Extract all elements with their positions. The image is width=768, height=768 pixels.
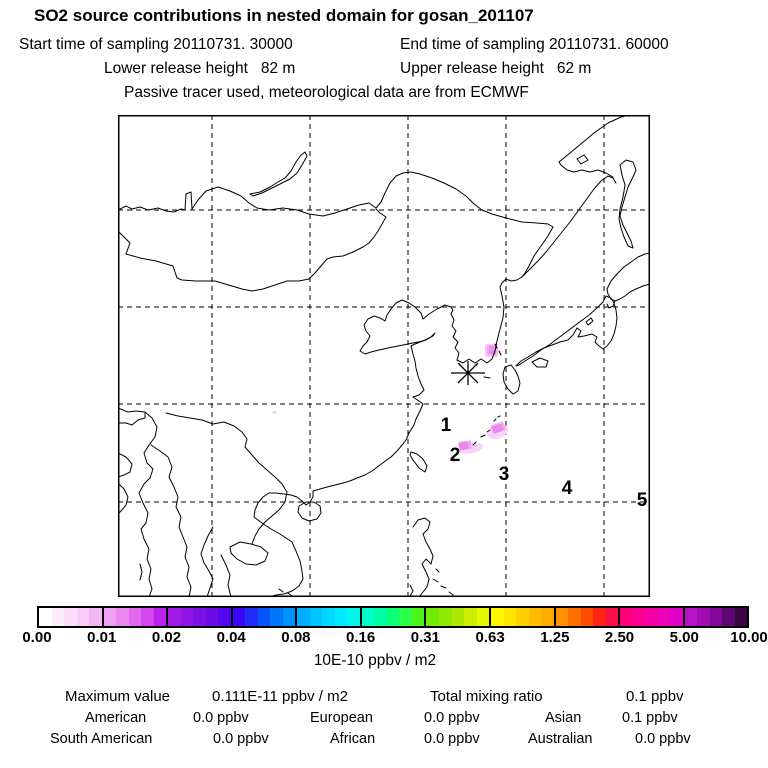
region-label-american: American bbox=[85, 710, 147, 726]
colorbar-cell bbox=[541, 608, 554, 626]
colorbar-cell bbox=[606, 608, 619, 626]
colorbar-cell bbox=[52, 608, 65, 626]
colorbar-cell bbox=[412, 608, 425, 626]
colorbar-cell bbox=[360, 608, 375, 626]
colorbar-tick: 0.31 bbox=[410, 629, 440, 646]
island-shikoku bbox=[532, 358, 548, 367]
colorbar-cell bbox=[206, 608, 219, 626]
colorbar-cell bbox=[270, 608, 283, 626]
colorbar-cell bbox=[735, 608, 748, 626]
colorbar-cell bbox=[181, 608, 194, 626]
borders-himalaya bbox=[118, 408, 145, 425]
region-label-south-american: South American bbox=[50, 731, 153, 747]
colorbar-cell bbox=[347, 608, 360, 626]
colorbar-cell bbox=[529, 608, 542, 626]
upper-release-label: Upper release height 62 m bbox=[400, 60, 592, 77]
colorbar-cell bbox=[424, 608, 439, 626]
coast-primorye bbox=[522, 176, 616, 277]
gosan-site-marker bbox=[451, 361, 485, 385]
colorbar-cell bbox=[193, 608, 206, 626]
total-ratio-value: 0.1 ppbv bbox=[626, 688, 684, 705]
trajectory-label-4: 4 bbox=[561, 478, 573, 499]
islands-philippines bbox=[410, 518, 453, 597]
colorbar-cell bbox=[295, 608, 310, 626]
colorbar-cell bbox=[231, 608, 246, 626]
region-label-african: African bbox=[330, 731, 376, 747]
trajectory-label-1: 1 bbox=[440, 415, 452, 436]
colorbar-unit-label: 10E-10 ppbv / m2 bbox=[313, 652, 437, 669]
island-taiwan bbox=[410, 452, 427, 472]
colorbar-cell bbox=[710, 608, 723, 626]
colorbar-cell bbox=[218, 608, 231, 626]
colorbar-tick: 5.00 bbox=[669, 629, 699, 646]
border-mongolia bbox=[118, 209, 386, 291]
colorbar-cell bbox=[683, 608, 698, 626]
region-value-african: 0.0 ppbv bbox=[424, 731, 480, 747]
colorbar-cell bbox=[658, 608, 671, 626]
colorbar-cell bbox=[568, 608, 581, 626]
plume-patch bbox=[272, 411, 277, 414]
colorbar-cell bbox=[322, 608, 335, 626]
colorbar-tick: 0.63 bbox=[475, 629, 505, 646]
colorbar-cell bbox=[504, 608, 517, 626]
colorbar-cell bbox=[645, 608, 658, 626]
colorbar-cell bbox=[516, 608, 529, 626]
lake-baikal bbox=[250, 152, 307, 196]
coast-bangladesh bbox=[118, 453, 132, 514]
colorbar-cell bbox=[477, 608, 490, 626]
colorbar-cell bbox=[374, 608, 387, 626]
colorbar-cell bbox=[166, 608, 181, 626]
colorbar-tick: 1.25 bbox=[540, 629, 570, 646]
lower-release-label: Lower release height 82 m bbox=[104, 60, 296, 77]
max-value-label: Maximum value bbox=[65, 688, 171, 705]
coastline-layer bbox=[118, 115, 650, 597]
trajectory-label-layer bbox=[441, 415, 648, 511]
map-border bbox=[119, 116, 650, 597]
plume-patch-layer bbox=[272, 344, 511, 455]
colorbar-cell bbox=[102, 608, 117, 626]
colorbar-tick: 0.16 bbox=[346, 629, 376, 646]
colorbar-tick: 0.04 bbox=[216, 629, 246, 646]
colorbar-cell bbox=[489, 608, 504, 626]
trajectory-label-3: 3 bbox=[498, 464, 510, 485]
border-thailand bbox=[151, 445, 191, 597]
colorbar-cell bbox=[633, 608, 646, 626]
colorbar-tick: 10.00 bbox=[730, 629, 768, 646]
end-time-label: End time of sampling 20110731. 60000 bbox=[400, 36, 669, 53]
colorbar-tick: 0.08 bbox=[281, 629, 311, 646]
colorbar-cell bbox=[258, 608, 271, 626]
region-value-european: 0.0 ppbv bbox=[424, 710, 480, 726]
colorbar-cell bbox=[39, 608, 52, 626]
border-cambodia bbox=[230, 542, 268, 565]
island-sakhalin bbox=[619, 160, 636, 248]
colorbar-cell bbox=[335, 608, 348, 626]
region-label-australian: Australian bbox=[528, 731, 593, 747]
colorbar-tick: 0.00 bbox=[22, 629, 52, 646]
colorbar-cell bbox=[64, 608, 77, 626]
colorbar-cell bbox=[154, 608, 167, 626]
page-title: SO2 source contributions in nested domain for gosan_201107 bbox=[34, 6, 534, 25]
region-label-asian: Asian bbox=[545, 710, 582, 726]
colorbar-tick: 0.01 bbox=[87, 629, 117, 646]
colorbar-cell bbox=[283, 608, 296, 626]
region-value-asian: 0.1 ppbv bbox=[622, 710, 678, 726]
map-svg bbox=[118, 115, 650, 597]
islands-andaman bbox=[140, 564, 292, 596]
trajectory-label-2: 2 bbox=[449, 445, 461, 466]
colorbar-cell bbox=[129, 608, 142, 626]
coast-okhotsk bbox=[559, 115, 630, 177]
colorbar-cell bbox=[697, 608, 710, 626]
graticule bbox=[118, 115, 650, 597]
total-ratio-label: Total mixing ratio bbox=[430, 688, 543, 705]
region-value-south-american: 0.0 ppbv bbox=[213, 731, 269, 747]
colorbar-tick: 2.50 bbox=[604, 629, 635, 646]
coast-russia-china-border bbox=[118, 172, 553, 597]
colorbar-cell bbox=[581, 608, 594, 626]
region-value-australian: 0.0 ppbv bbox=[635, 731, 691, 747]
colorbar-cell bbox=[554, 608, 569, 626]
map-plot bbox=[118, 115, 650, 597]
border-laos-vietnam bbox=[166, 413, 287, 544]
coast-gulf-thailand bbox=[201, 527, 231, 597]
colorbar-cell bbox=[464, 608, 477, 626]
colorbar-cell bbox=[77, 608, 90, 626]
colorbar bbox=[37, 606, 749, 628]
colorbar-cell bbox=[670, 608, 683, 626]
plume-patch bbox=[459, 442, 469, 450]
colorbar-cell bbox=[593, 608, 606, 626]
colorbar-cell bbox=[141, 608, 154, 626]
island-hokkaido bbox=[607, 253, 650, 308]
colorbar-cell bbox=[310, 608, 323, 626]
colorbar-cell bbox=[399, 608, 412, 626]
max-value: 0.111E-11 ppbv / m2 bbox=[212, 688, 348, 705]
trajectory-label-5: 5 bbox=[636, 490, 648, 511]
colorbar-cell bbox=[245, 608, 258, 626]
region-value-american: 0.0 ppbv bbox=[193, 710, 249, 726]
colorbar-cell bbox=[116, 608, 129, 626]
colorbar-tick: 0.02 bbox=[151, 629, 182, 646]
colorbar-cell bbox=[452, 608, 465, 626]
tracer-note-label: Passive tracer used, meteorological data are from ECMWF bbox=[124, 84, 529, 101]
plume-patch bbox=[410, 378, 414, 381]
colorbar-cell bbox=[722, 608, 735, 626]
colorbar-cell bbox=[439, 608, 452, 626]
start-time-label: Start time of sampling 20110731. 30000 bbox=[19, 36, 293, 53]
colorbar-cell bbox=[387, 608, 400, 626]
island-honshu bbox=[516, 296, 617, 366]
colorbar-cell bbox=[618, 608, 633, 626]
region-label-european: European bbox=[310, 710, 373, 726]
colorbar-cell bbox=[89, 608, 102, 626]
